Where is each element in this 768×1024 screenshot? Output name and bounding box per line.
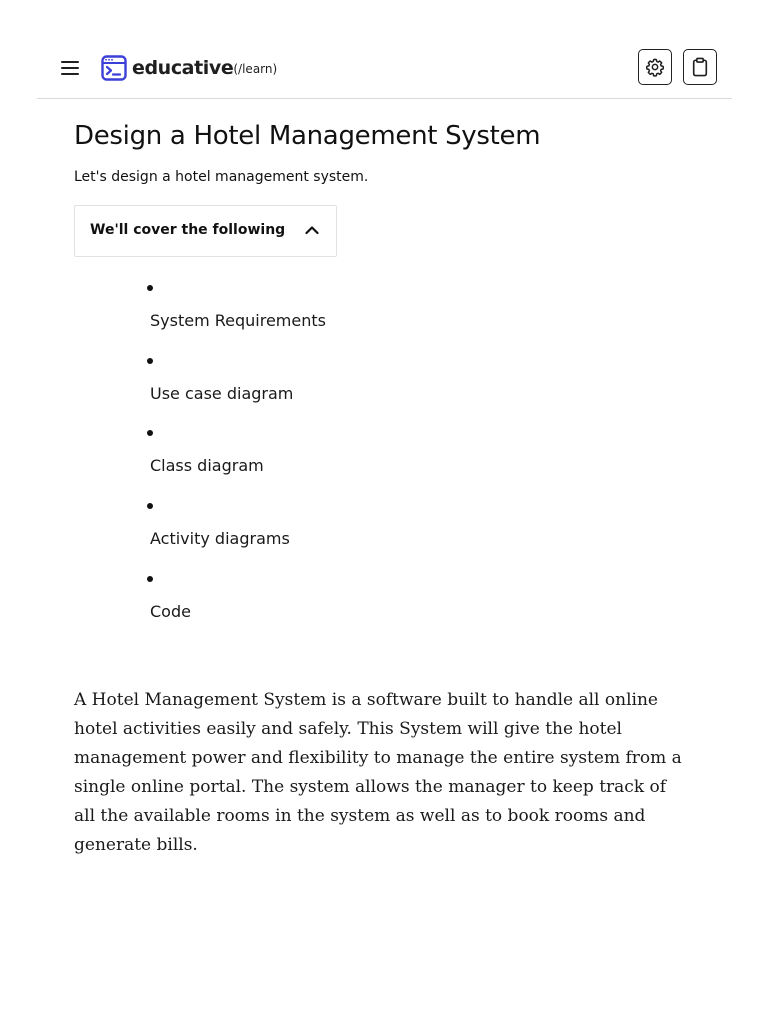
toc-item-label[interactable]: Use case diagram [150, 383, 294, 403]
bullet-icon [147, 503, 153, 509]
top-navigation-bar [37, 40, 732, 99]
logo-subtext: (/learn) [233, 62, 278, 76]
toc-toggle-button[interactable] [74, 205, 337, 257]
educative-logo-link[interactable] [101, 55, 277, 81]
gear-icon [645, 57, 665, 77]
bullet-icon [147, 358, 153, 364]
settings-button[interactable] [638, 49, 672, 85]
article-body-paragraph: A Hotel Management System is a software built to handle all online hotel activities easily and safely. This System will give the hotel management power and flexibility to manage the entire system from a single online portal. The system allows the manager to keep track of all the available rooms in the system as well as to book rooms and generate bills. [74, 690, 682, 855]
bullet-icon [147, 430, 153, 436]
page-subtitle: Let's design a hotel management system. [74, 169, 369, 185]
clipboard-button[interactable] [683, 49, 717, 85]
toc-label: We'll cover the following [90, 222, 286, 238]
clipboard-icon [691, 57, 709, 77]
hamburger-menu-icon[interactable] [61, 60, 81, 76]
terminal-logo-icon [101, 55, 127, 81]
toc-item-label[interactable]: Class diagram [150, 456, 264, 476]
bullet-icon [147, 285, 153, 291]
toc-item-label[interactable]: Code [150, 601, 191, 621]
bullet-icon [147, 576, 153, 582]
toc-item-label[interactable]: Activity diagrams [150, 529, 290, 549]
toc-item-label[interactable]: System Requirements [150, 311, 326, 330]
page-title: Design a Hotel Management System [74, 121, 541, 151]
chevron-up-icon [305, 225, 319, 235]
logo-text: educative [132, 57, 234, 79]
